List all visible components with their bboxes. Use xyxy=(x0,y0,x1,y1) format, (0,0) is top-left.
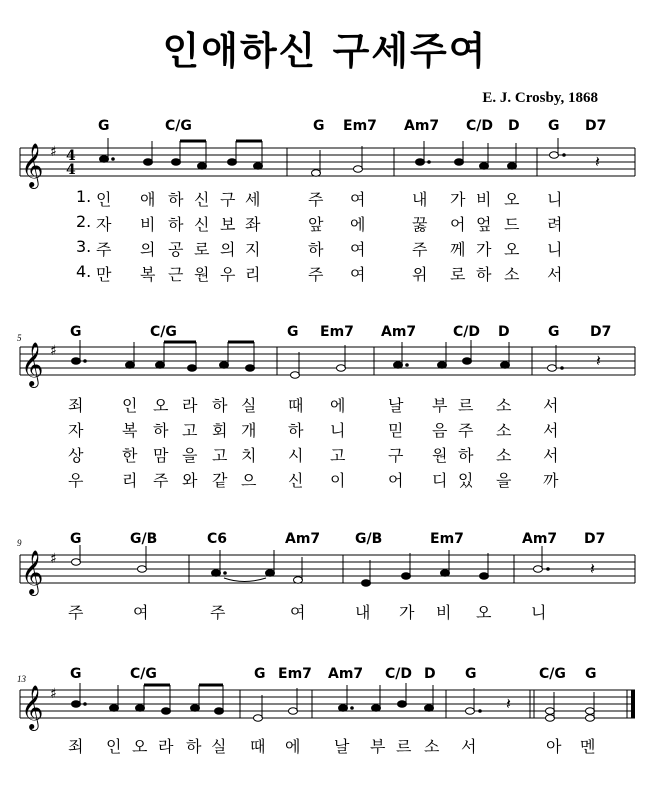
lyric-syllable: 하 xyxy=(308,240,324,259)
lyric-syllable: 르 xyxy=(396,737,412,756)
chord-symbol: D xyxy=(498,324,510,340)
lyric-syllable: 비 xyxy=(476,190,492,209)
lyric-line-4 xyxy=(0,262,650,286)
lyric-syllable: 자 xyxy=(96,215,112,234)
lyric-syllable: 에 xyxy=(285,737,301,756)
chord-symbol: C/D xyxy=(453,324,481,340)
chord-symbol: D7 xyxy=(584,531,606,547)
lyric-line-2 xyxy=(0,212,650,236)
lyric-syllable: 고 xyxy=(330,446,346,465)
lyric-syllable: 니 xyxy=(547,190,563,209)
song-title: 인애하신 구세주여 xyxy=(162,29,488,73)
lyric-syllable: 때 xyxy=(250,737,266,756)
svg-text:𝄞: 𝄞 xyxy=(21,550,44,594)
lyric-syllable: 있 xyxy=(458,471,474,490)
lyric-syllable: 위 xyxy=(412,265,428,284)
lyric-syllable: 이 xyxy=(330,471,346,490)
lyric-syllable: 오 xyxy=(132,737,148,756)
lyric-syllable: 인 xyxy=(106,737,122,756)
chord-symbol: G xyxy=(70,666,82,682)
lyric-syllable: 디 xyxy=(432,471,448,490)
chord-symbol: G xyxy=(585,666,597,682)
lyric-syllable: 비 xyxy=(436,603,452,622)
lyric-syllable: 아 xyxy=(546,737,562,756)
lyric-syllable: 하 xyxy=(168,215,184,234)
svg-text:𝄽: 𝄽 xyxy=(595,152,600,171)
lyric-syllable: 믿 xyxy=(388,421,404,440)
verse-number: 2. xyxy=(76,212,92,231)
lyric-syllable: 고 xyxy=(182,421,198,440)
lyric-line-1 xyxy=(0,734,650,758)
lyric-syllable: 소 xyxy=(424,737,440,756)
lyric-syllable: 앞 xyxy=(308,215,324,234)
chord-symbol: C/G xyxy=(539,666,566,682)
svg-text:𝄽: 𝄽 xyxy=(596,351,601,370)
lyric-syllable: 어 xyxy=(388,471,404,490)
lyric-syllable: 주 xyxy=(96,240,112,259)
chord-symbol: D7 xyxy=(585,118,607,134)
chord-symbol: G/B xyxy=(355,531,383,547)
lyric-syllable: 서 xyxy=(543,421,559,440)
lyric-syllable: 구 xyxy=(220,190,236,209)
lyric-syllable: 부 xyxy=(432,396,448,415)
lyric-syllable: 복 xyxy=(122,421,138,440)
chord-symbol: C/D xyxy=(466,118,494,134)
lyric-syllable: 맘 xyxy=(153,446,169,465)
lyric-syllable: 서 xyxy=(543,446,559,465)
lyric-syllable: 가 xyxy=(450,190,466,209)
lyric-syllable: 내 xyxy=(355,603,371,622)
lyric-syllable: 려 xyxy=(547,215,563,234)
measure-number: 9 xyxy=(17,538,22,548)
svg-text:𝄽: 𝄽 xyxy=(590,559,595,578)
lyric-syllable: 꿇 xyxy=(412,215,428,234)
lyric-syllable: 구 xyxy=(388,446,404,465)
chord-symbol: Em7 xyxy=(320,324,354,340)
lyric-syllable: 소 xyxy=(504,265,520,284)
lyric-syllable: 우 xyxy=(220,265,236,284)
lyric-syllable: 여 xyxy=(350,265,366,284)
lyric-syllable: 에 xyxy=(350,215,366,234)
lyric-syllable: 라 xyxy=(182,396,198,415)
lyric-syllable: 으 xyxy=(241,471,257,490)
svg-text:𝄞: 𝄞 xyxy=(21,685,44,729)
lyric-line-1 xyxy=(0,187,650,211)
chord-symbol: G xyxy=(254,666,266,682)
lyric-syllable: 근 xyxy=(168,265,184,284)
lyric-line-3 xyxy=(0,237,650,261)
lyric-syllable: 세 xyxy=(245,190,261,209)
lyric-syllable: 실 xyxy=(211,737,227,756)
music-staff xyxy=(0,545,650,605)
lyric-syllable: 여 xyxy=(290,603,306,622)
lyric-syllable: 니 xyxy=(547,240,563,259)
lyric-syllable: 주 xyxy=(412,240,428,259)
lyric-syllable: 신 xyxy=(194,215,210,234)
lyric-syllable: 르 xyxy=(458,396,474,415)
chord-symbol: G xyxy=(98,118,110,134)
lyric-syllable: 음 xyxy=(432,421,448,440)
chord-symbol: G/B xyxy=(130,531,158,547)
svg-text:♯: ♯ xyxy=(50,551,57,567)
svg-text:4: 4 xyxy=(66,162,76,178)
lyric-syllable: 비 xyxy=(140,215,156,234)
lyric-syllable: 가 xyxy=(399,603,415,622)
lyric-syllable: 의 xyxy=(140,240,156,259)
lyric-syllable: 오 xyxy=(504,240,520,259)
chord-symbol: C/G xyxy=(130,666,157,682)
chord-symbol: Em7 xyxy=(343,118,377,134)
lyric-syllable: 주 xyxy=(68,603,84,622)
lyric-syllable: 하 xyxy=(153,421,169,440)
verse-number: 1. xyxy=(76,187,92,206)
lyric-syllable: 주 xyxy=(458,421,474,440)
lyric-syllable: 회 xyxy=(212,421,228,440)
chord-symbol: Am7 xyxy=(522,531,558,547)
lyric-syllable: 소 xyxy=(496,421,512,440)
lyric-syllable: 하 xyxy=(476,265,492,284)
chord-symbol: C6 xyxy=(207,531,228,547)
lyric-syllable: 오 xyxy=(504,190,520,209)
lyric-syllable: 소 xyxy=(496,446,512,465)
lyric-syllable: 죄 xyxy=(68,396,84,415)
verse-number: 3. xyxy=(76,237,92,256)
lyric-syllable: 하 xyxy=(212,396,228,415)
lyric-syllable: 리 xyxy=(245,265,261,284)
lyric-syllable: 신 xyxy=(194,190,210,209)
svg-text:4: 4 xyxy=(66,148,76,164)
lyric-syllable: 치 xyxy=(241,446,257,465)
lyric-syllable: 인 xyxy=(96,190,112,209)
lyric-syllable: 리 xyxy=(122,471,138,490)
lyric-syllable: 서 xyxy=(461,737,477,756)
lyric-syllable: 인 xyxy=(122,396,138,415)
lyric-syllable: 하 xyxy=(168,190,184,209)
lyric-syllable: 오 xyxy=(153,396,169,415)
lyric-syllable: 가 xyxy=(476,240,492,259)
lyric-syllable: 오 xyxy=(476,603,492,622)
lyric-syllable: 지 xyxy=(245,240,261,259)
lyric-syllable: 주 xyxy=(153,471,169,490)
lyric-syllable: 원 xyxy=(432,446,448,465)
lyric-syllable: 니 xyxy=(531,603,547,622)
lyric-line-1 xyxy=(0,393,650,417)
chord-symbol: G xyxy=(70,324,82,340)
music-staff xyxy=(0,337,650,397)
lyric-syllable: 의 xyxy=(220,240,236,259)
lyric-syllable: 우 xyxy=(68,471,84,490)
chord-symbol: C/D xyxy=(385,666,413,682)
lyric-syllable: 멘 xyxy=(580,737,596,756)
svg-text:♯: ♯ xyxy=(50,144,57,160)
lyric-syllable: 같 xyxy=(212,471,228,490)
measure-number: 5 xyxy=(17,333,22,343)
lyric-syllable: 서 xyxy=(547,265,563,284)
chord-symbol: Am7 xyxy=(328,666,364,682)
chord-symbol: G xyxy=(548,118,560,134)
composer-credit: E. J. Crosby, 1868 xyxy=(482,90,598,106)
lyric-syllable: 주 xyxy=(308,265,324,284)
lyric-syllable: 여 xyxy=(350,240,366,259)
lyric-syllable: 신 xyxy=(288,471,304,490)
svg-text:𝄞: 𝄞 xyxy=(21,342,44,386)
chord-symbol: D xyxy=(508,118,520,134)
chord-symbol: Em7 xyxy=(430,531,464,547)
lyric-syllable: 하 xyxy=(288,421,304,440)
chord-symbol: D xyxy=(424,666,436,682)
lyric-syllable: 자 xyxy=(68,421,84,440)
verse-number: 4. xyxy=(76,262,92,281)
chord-symbol: Em7 xyxy=(278,666,312,682)
chord-symbol: Am7 xyxy=(285,531,321,547)
lyric-syllable: 에 xyxy=(330,396,346,415)
lyric-line-4 xyxy=(0,468,650,492)
lyric-syllable: 소 xyxy=(496,396,512,415)
lyric-syllable: 공 xyxy=(168,240,184,259)
measure-number: 13 xyxy=(17,674,26,684)
lyric-syllable: 어 xyxy=(450,215,466,234)
lyric-syllable: 시 xyxy=(288,446,304,465)
lyric-syllable: 좌 xyxy=(245,215,261,234)
chord-symbol: G xyxy=(548,324,560,340)
chord-symbol: Am7 xyxy=(404,118,440,134)
chord-symbol: G xyxy=(313,118,325,134)
chord-symbol: C/G xyxy=(150,324,177,340)
lyric-syllable: 와 xyxy=(182,471,198,490)
lyric-syllable: 을 xyxy=(496,471,512,490)
svg-text:♯: ♯ xyxy=(50,343,57,359)
lyric-syllable: 내 xyxy=(412,190,428,209)
lyric-syllable: 주 xyxy=(210,603,226,622)
lyric-syllable: 개 xyxy=(241,421,257,440)
lyric-syllable: 니 xyxy=(330,421,346,440)
chord-symbol: C/G xyxy=(165,118,192,134)
lyric-syllable: 상 xyxy=(68,446,84,465)
svg-text:𝄞: 𝄞 xyxy=(21,143,44,187)
lyric-syllable: 한 xyxy=(122,446,138,465)
lyric-syllable: 을 xyxy=(182,446,198,465)
lyric-syllable: 복 xyxy=(140,265,156,284)
lyric-syllable: 죄 xyxy=(68,737,84,756)
chord-row xyxy=(0,118,650,140)
lyric-syllable: 날 xyxy=(388,396,404,415)
lyric-syllable: 실 xyxy=(241,396,257,415)
lyric-syllable: 애 xyxy=(140,190,156,209)
lyric-syllable: 로 xyxy=(450,265,466,284)
chord-symbol: G xyxy=(287,324,299,340)
chord-symbol: Am7 xyxy=(381,324,417,340)
lyric-line-2 xyxy=(0,418,650,442)
svg-text:𝄽: 𝄽 xyxy=(506,694,511,713)
lyric-syllable: 보 xyxy=(220,215,236,234)
lyric-syllable: 로 xyxy=(194,240,210,259)
lyric-syllable: 하 xyxy=(458,446,474,465)
svg-text:♯: ♯ xyxy=(50,686,57,702)
lyric-syllable: 주 xyxy=(308,190,324,209)
lyric-syllable: 고 xyxy=(212,446,228,465)
lyric-syllable: 엎 xyxy=(476,215,492,234)
lyric-syllable: 하 xyxy=(186,737,202,756)
lyric-syllable: 만 xyxy=(96,265,112,284)
lyric-syllable: 께 xyxy=(450,240,466,259)
lyric-line-1 xyxy=(0,600,650,624)
chord-symbol: G xyxy=(70,531,82,547)
lyric-syllable: 부 xyxy=(370,737,386,756)
lyric-syllable: 여 xyxy=(350,190,366,209)
lyric-syllable: 여 xyxy=(133,603,149,622)
chord-symbol: D7 xyxy=(590,324,612,340)
lyric-syllable: 까 xyxy=(543,471,559,490)
lyric-syllable: 라 xyxy=(158,737,174,756)
lyric-syllable: 날 xyxy=(334,737,350,756)
lyric-line-3 xyxy=(0,443,650,467)
chord-symbol: G xyxy=(465,666,477,682)
lyric-syllable: 원 xyxy=(194,265,210,284)
lyric-syllable: 때 xyxy=(288,396,304,415)
lyric-syllable: 서 xyxy=(543,396,559,415)
lyric-syllable: 드 xyxy=(504,215,520,234)
